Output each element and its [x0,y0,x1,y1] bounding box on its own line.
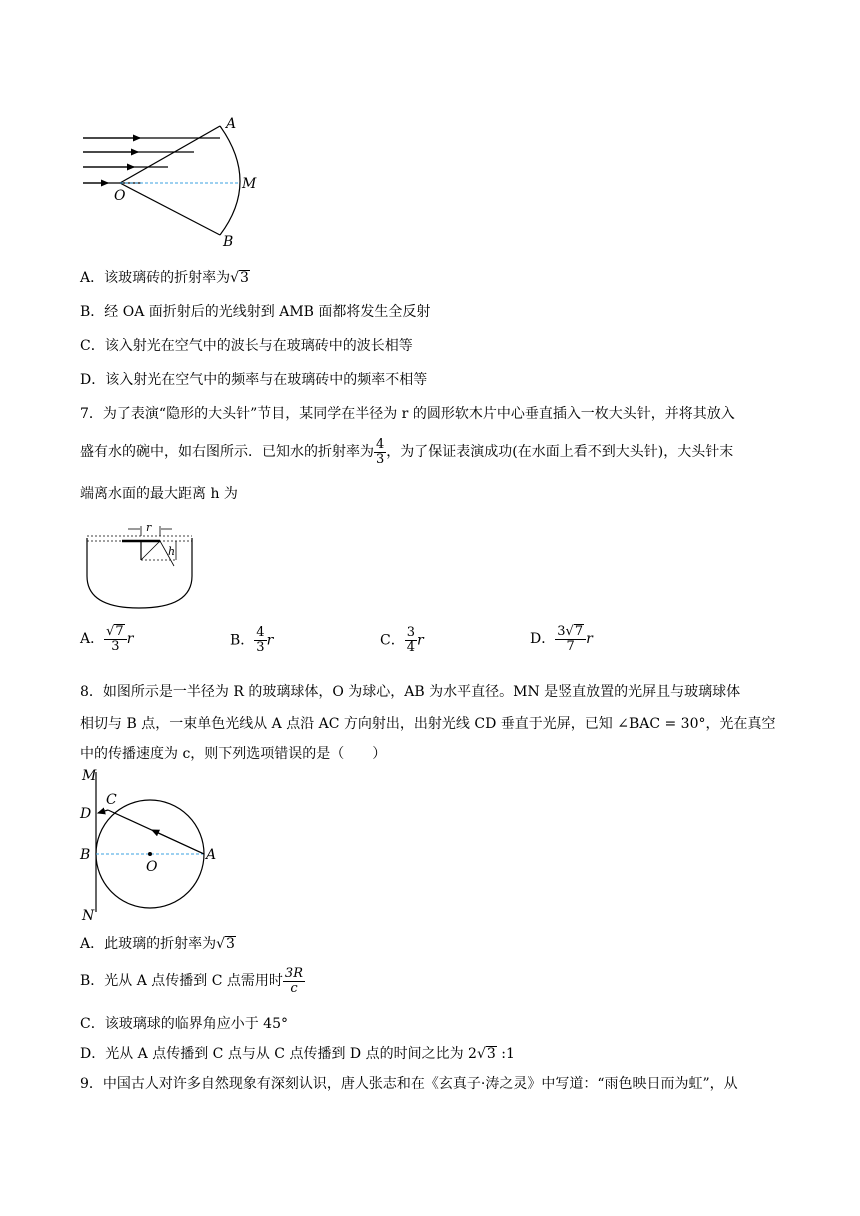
label-O: O [114,188,126,204]
q7-refractive-index: $\frac{4}{3}$ [376,436,385,467]
q8-option-b: B．光从 A 点传播到 C 点需用时 $\frac{3R}{c}$ [80,965,303,996]
center-O [148,852,152,856]
label-M: M [82,768,97,784]
q7-option-b: B． $\frac{4}{3}$ r [230,625,274,655]
q8-option-c: C．该玻璃球的临界角应小于 45° [80,1016,288,1032]
q8-option-a: A．此玻璃的折射率为√3 [80,936,235,952]
q8-figure [76,764,226,924]
label-D: D [80,806,92,822]
q8-text-line3: 中的传播速度为 c，则下列选项错误的是（ ） [80,746,387,762]
q9-text-line1: 9．中国古人对许多自然现象有深刻认识，唐人张志和在《玄真子·涛之灵》中写道：“雨色映日而为虹”，从 [80,1076,738,1092]
q6-option-d: D．该入射光在空气中的频率与在玻璃砖中的频率不相等 [80,372,428,388]
edge-OB [120,183,220,235]
q6-option-c: C．该入射光在空气中的波长与在玻璃砖中的波长相等 [80,338,413,354]
q7-text-line3: 端离水面的最大距离 h 为 [80,486,238,502]
q8-text-line2: 相切与 B 点，一束单色光线从 A 点沿 AC 方向射出，出射光线 CD 垂直于光屏，已知 ∠BAC = 30°，光在真空 [80,716,776,732]
label-h: h [168,545,176,558]
label-M: M [242,176,257,192]
q7-option-a: A． $\frac{√7}{3}$ r [80,624,134,654]
label-C: C [106,792,117,808]
label-B: B [223,234,234,250]
q7-text-line2: 盛有水的碗中，如右图所示．已知水的折射率为 $\frac{4}{3}$ ，为了保证表演成功(在水面上看不到大头针)，大头针末 [80,436,734,467]
q7-text-line1: 7．为了表演“隐形的大头针”节目，某同学在半径为 r 的圆形软木片中心垂直插入一枚大头针，并将其放入 [80,406,735,422]
label-N: N [82,908,95,924]
q7-figure [82,516,202,616]
label-B: B [80,847,91,863]
edge-OA [120,126,220,183]
ray-CD [98,810,108,813]
q6-figure [78,112,278,254]
label-A: A [226,116,237,132]
arc-AMB [220,126,240,235]
label-A: A [206,847,217,863]
q6-option-b: B．经 OA 面折射后的光线射到 AMB 面都将发生全反射 [80,304,431,320]
label-O: O [146,859,158,875]
q7-option-c: C． $\frac{3}{4}$ r [380,625,424,655]
q8-text-line1: 8．如图所示是一半径为 R 的玻璃球体，O 为球心，AB 为水平直径。MN 是竖直放置的光屏且与玻璃球体 [80,684,741,700]
label-r: r [146,521,152,534]
q6-option-a: A．该玻璃砖的折射率为√3 [80,270,249,286]
q8-option-d: D．光从 A 点传播到 C 点与从 C 点传播到 D 点的时间之比为 2√3 :1 [80,1046,515,1062]
q7-option-d: D． $\frac{3√7}{7}$ r [530,624,593,654]
